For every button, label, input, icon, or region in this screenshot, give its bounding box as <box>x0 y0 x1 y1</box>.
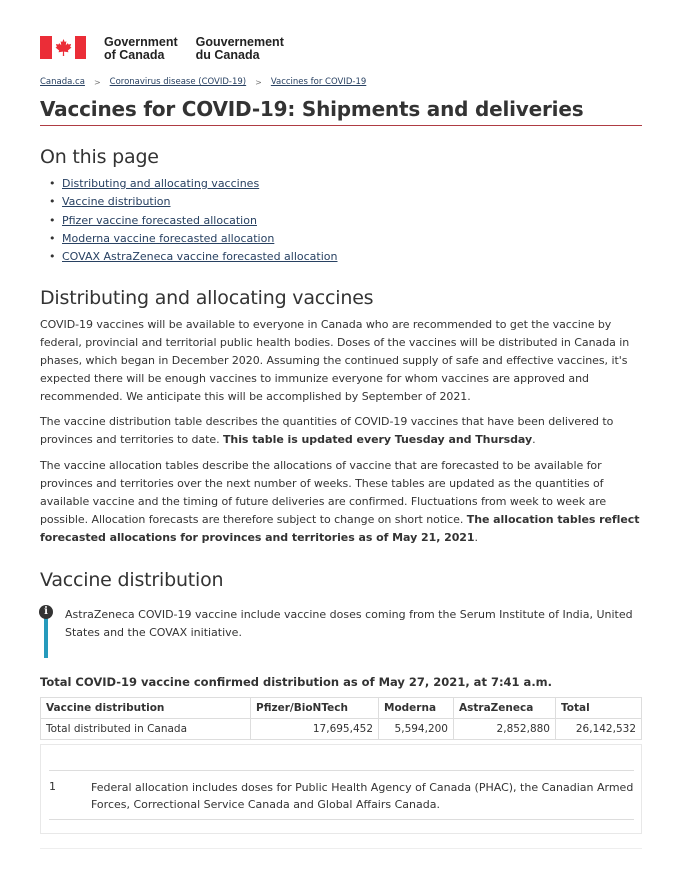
column-header: AstraZeneca <box>454 698 556 719</box>
paragraph-emphasis: This table is updated every Tuesday and Thursday <box>222 433 533 447</box>
toc-link-distribution[interactable]: Vaccine distribution <box>62 195 171 209</box>
breadcrumb-separator: > <box>255 77 262 87</box>
info-alert <box>40 603 642 656</box>
toc-link-pfizer[interactable]: Pfizer vaccine forecasted allocation <box>62 213 257 227</box>
table-of-contents <box>62 175 338 266</box>
paragraph-text: The vaccine distribution table describes the quantities of COVID-19 vaccines that have been delivered to provinces and territories to date. <box>40 415 614 447</box>
toc-item <box>62 193 338 211</box>
breadcrumb-coronavirus[interactable]: Coronavirus disease (COVID-19) <box>109 77 247 87</box>
gc-french-line2: du Canada <box>195 48 260 62</box>
gc-french <box>196 36 284 62</box>
breadcrumb-separator: > <box>93 77 101 87</box>
footnote-text: Federal allocation includes doses for Public Health Agency of Canada (PHAC), the Canadian Armed Forces, Correctional Service Canada and Global Affairs Canada. <box>91 781 634 811</box>
alert-text: AstraZeneca COVID-19 vaccine include vaccine doses coming from the Serum Institute of India, United States and the COVAX initiative. <box>65 608 633 640</box>
section-divider <box>40 848 642 849</box>
table-header-row <box>41 698 642 719</box>
gc-signature[interactable] <box>40 36 302 62</box>
gc-english-line2: of Canada <box>104 48 165 62</box>
flag-right-bar <box>75 36 87 59</box>
info-icon: i <box>39 605 53 619</box>
table-cell: 17,695,452 <box>251 719 379 740</box>
gc-french-line1: Gouvernement <box>195 35 284 49</box>
maple-leaf-icon <box>54 38 73 57</box>
footnote-number: 1 <box>49 780 56 793</box>
paragraph-emphasis: The allocation tables reflect forecasted allocations for provinces and territories as of May 21, 2021 <box>40 513 640 545</box>
footnotes <box>40 744 642 834</box>
gc-english <box>104 36 178 62</box>
gc-wordmark <box>104 36 302 62</box>
table-cell: Total distributed in Canada <box>41 719 251 740</box>
breadcrumb <box>40 77 366 87</box>
breadcrumb-vaccines[interactable]: Vaccines for COVID-19 <box>270 77 367 87</box>
distributing-heading: Distributing and allocating vaccines <box>40 287 374 309</box>
column-header: Pfizer/BioNTech <box>251 698 379 719</box>
column-header: Moderna <box>379 698 454 719</box>
column-header: Vaccine distribution <box>41 698 251 719</box>
flag-left-bar <box>40 36 52 59</box>
toc-item <box>62 175 338 193</box>
distributing-paragraph-2 <box>40 413 642 449</box>
footnote-divider <box>49 770 634 771</box>
toc-link-distributing[interactable]: Distributing and allocating vaccines <box>62 177 260 190</box>
toc-item <box>62 212 338 230</box>
table-cell: 26,142,532 <box>556 719 642 740</box>
vaccine-distribution-heading: Vaccine distribution <box>40 569 224 591</box>
footnote-divider <box>49 819 634 820</box>
toc-item <box>62 230 338 248</box>
distributing-paragraph-1: COVID-19 vaccines will be available to everyone in Canada who are recommended to get the vaccine by federal, provincial and territorial public health bodies. Doses of the vaccines will be distributed in Canada in phases, which began in December 2020. Assuming the continued supply of safe and effective vaccines, it's expected there will be enough vaccines to immunize everyone for whom vaccines are approved and recommended. We anticipate this will be accomplished by September of 2021. <box>40 318 630 404</box>
toc-link-covax[interactable]: COVAX AstraZeneca vaccine forecasted allocation <box>62 250 338 264</box>
toc-item <box>62 248 338 266</box>
table-cell: 5,594,200 <box>379 719 454 740</box>
table-caption: Total COVID-19 vaccine confirmed distribution as of May 27, 2021, at 7:41 a.m. <box>40 675 553 689</box>
toc-link-moderna[interactable]: Moderna vaccine forecasted allocation <box>62 231 275 245</box>
distributing-paragraph-3 <box>40 457 642 547</box>
canada-flag-icon <box>40 36 86 59</box>
table-row <box>41 719 642 740</box>
page-title: Vaccines for COVID-19: Shipments and deliveries <box>40 96 642 126</box>
paragraph-end: . <box>532 433 536 447</box>
column-header: Total <box>556 698 642 719</box>
gc-english-line1: Government <box>104 35 178 49</box>
flag-centre <box>52 36 75 59</box>
table-cell: 2,852,880 <box>454 719 556 740</box>
paragraph-text: The vaccine allocation tables describe the allocations of vaccine that are forecasted to be available for provinces and territories over the next number of weeks. These tables are updated as the quantities of available vaccine and the timing of future deliveries are confirmed. Fluctuations from week to week are possible. Allocation forecasts are therefore subject to change on short notice. <box>40 459 607 527</box>
on-this-page-heading: On this page <box>40 146 159 168</box>
distribution-table <box>40 697 642 740</box>
paragraph-end: . <box>474 531 478 545</box>
alert-border <box>44 615 48 658</box>
breadcrumb-canada[interactable]: Canada.ca <box>40 77 85 87</box>
